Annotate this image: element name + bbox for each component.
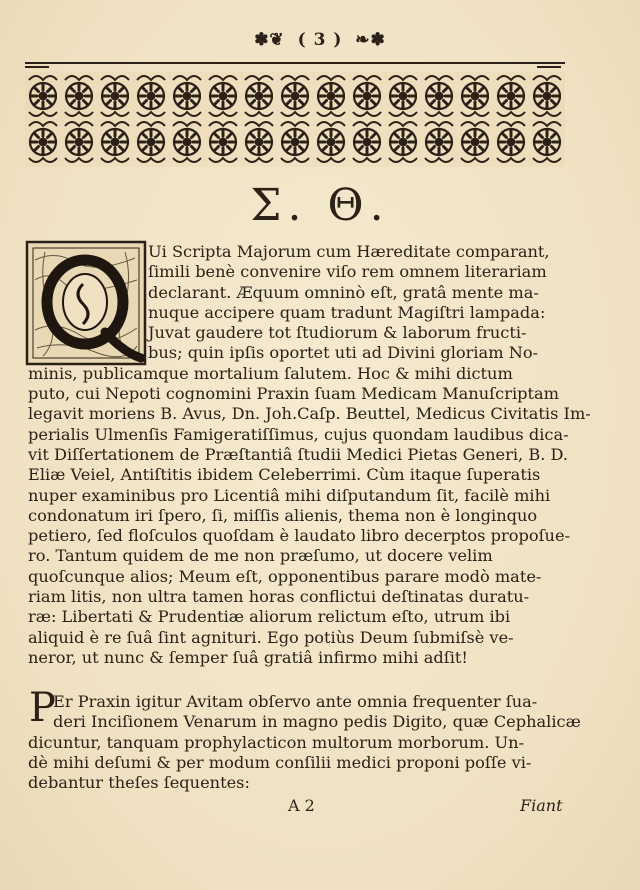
text-line: Er Praxin igitur Avitam obſervo ante omnia frequenter ſua- bbox=[53, 692, 538, 711]
text-line: nuper examinibus pro Licentiâ mihi diſputandum ſit, facilè mihi bbox=[28, 485, 551, 505]
text-line: perialis Ulmenſis Famigeratiſſimus, cujus quondam laudibus dica- bbox=[28, 424, 569, 444]
text-line: riam litis, non ultra tamen horas conflictui deſtinatas duratu- bbox=[28, 587, 530, 607]
ornamental-headpiece bbox=[25, 72, 565, 167]
text-line: vit Diſſertationem de Præſtantiâ ſtudii Medici Pietas Generi, B. D. bbox=[28, 444, 569, 464]
catchword: Fiant bbox=[520, 796, 563, 815]
text-line: Eliæ Veiel, Antiſtitis ibidem Celeberrimi. Cùm itaque ſuperatis bbox=[28, 465, 541, 485]
text-line: ræ: Libertati & Prudentiæ aliorum relictum eſto, utrum ibi bbox=[28, 607, 511, 627]
top-rule bbox=[25, 62, 565, 64]
running-head bbox=[0, 30, 640, 56]
text-line: declarant. Æquum omninò eſt, gratâ mente ma- bbox=[148, 282, 539, 302]
text-line: puto, cui Nepoti cognomini Praxin ſuam Medicam Manuſcriptam bbox=[28, 384, 559, 404]
text-line: dè mihi deſumi & per modum conſilii medici proponi poſſe vi- bbox=[28, 752, 532, 772]
paragraph-1 bbox=[28, 242, 591, 668]
text-line: Juvat gaudere tot ſtudiorum & laborum fructi- bbox=[148, 323, 527, 343]
text-line: dicuntur, tanquam prophylacticon multorum morborum. Un- bbox=[28, 732, 525, 752]
text-line: bus; quin ipſis oportet uti ad Divini gloriam No- bbox=[148, 343, 539, 363]
text-line: minis, publicamque mortalium ſalutem. Hoc & mihi dictum bbox=[28, 363, 513, 383]
text-line: deri Inciſionem Venarum in magno pedis Digito, quæ Cephalicæ bbox=[53, 712, 581, 732]
text-line: debantur theſes ſequentes: bbox=[28, 773, 250, 793]
text-line: neror, ut nunc & ſemper ſuâ gratiâ infirmo mihi adſit! bbox=[28, 647, 468, 667]
text-line: nuque accipere quam tradunt Magiſtri lampada: bbox=[148, 302, 546, 322]
text-line: legavit moriens B. Avus, Dn. Joh.Caſp. Beuttel, Medicus Civitatis Im- bbox=[28, 404, 591, 424]
ornament-right-icon: ❧✽ bbox=[355, 30, 386, 50]
text-line: ſimili benè convenire viſo rem omnem literariam bbox=[148, 262, 547, 282]
page-footer bbox=[0, 796, 640, 816]
text-line: condonatum iri ſpero, ſi, miſſis alienis, thema non è longinquo bbox=[28, 505, 538, 525]
rule-dash-right bbox=[537, 66, 561, 68]
text-line: aliquid è re ſuâ ſint agnituri. Ego potiùs Deum ſubmiſsè ve- bbox=[28, 627, 514, 647]
section-heading: Σ. Θ. bbox=[250, 180, 390, 231]
text-line: petiero, ſed floſculos quoſdam è laudato libro decerptos propoſue- bbox=[28, 526, 571, 546]
text-line: Ui Scripta Majorum cum Hæreditate comparant, bbox=[148, 242, 550, 261]
text-line: ro. Tantum quidem de me non præſumo, ut docere velim bbox=[28, 546, 493, 566]
rule-dash-left bbox=[25, 66, 49, 68]
text-line: quoſcunque alios; Meum eſt, opponentibus parare modò mate- bbox=[28, 566, 542, 586]
ornament-left-icon: ✽❦ bbox=[254, 30, 285, 50]
signature-mark: A 2 bbox=[288, 796, 315, 815]
page-number: ( 3 ) bbox=[297, 30, 343, 50]
drop-letter-p: P bbox=[29, 685, 56, 731]
paragraph-2 bbox=[28, 692, 581, 793]
